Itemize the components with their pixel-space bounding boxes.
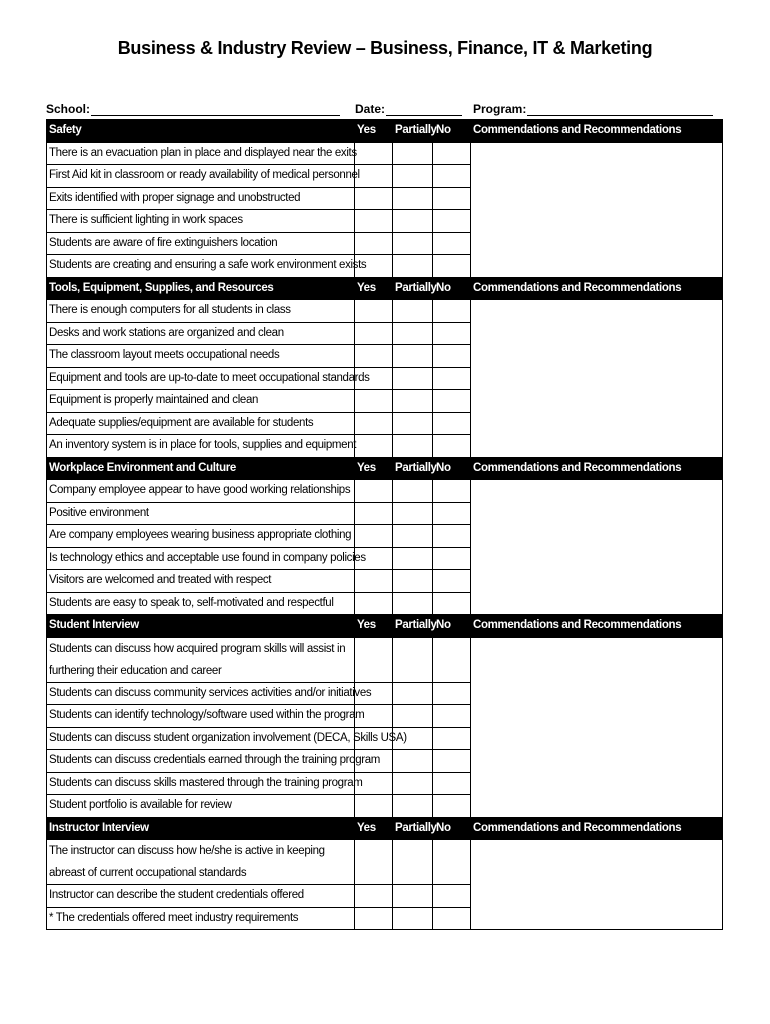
no-checkbox[interactable] (433, 165, 471, 188)
checklist-row (47, 840, 723, 885)
checklist-row (47, 637, 723, 682)
checklist-item-label: Students can discuss how acquired program skills will assist in furthering their education and career (47, 637, 355, 682)
partially-checkbox[interactable] (393, 840, 433, 885)
column-yes: Yes (355, 457, 393, 480)
section-header-safety (47, 120, 723, 143)
partially-checkbox[interactable] (393, 435, 433, 458)
no-checkbox[interactable] (433, 210, 471, 233)
checklist-item-label: Students can discuss student organization involvement (DECA, Skills USA) (47, 727, 355, 750)
column-no: No (433, 457, 471, 480)
checklist-item-label: Equipment and tools are up-to-date to meet occupational standards (47, 367, 355, 390)
section-title: Safety (47, 120, 355, 143)
partially-checkbox[interactable] (393, 525, 433, 548)
checklist-item-label: Students are aware of fire extinguishers location (47, 232, 355, 255)
partially-checkbox[interactable] (393, 367, 433, 390)
comments-box[interactable] (471, 300, 723, 458)
comments-box[interactable] (471, 480, 723, 615)
column-yes: Yes (355, 615, 393, 638)
yes-checkbox[interactable] (355, 232, 393, 255)
yes-checkbox[interactable] (355, 885, 393, 908)
yes-checkbox[interactable] (355, 480, 393, 503)
checklist-item-label: There is enough computers for all students in class (47, 300, 355, 323)
yes-checkbox[interactable] (355, 840, 393, 885)
program-field[interactable] (473, 96, 713, 116)
no-checkbox[interactable] (433, 412, 471, 435)
yes-checkbox[interactable] (355, 637, 393, 682)
checklist-item-label: Are company employees wearing business appropriate clothing (47, 525, 355, 548)
column-partially: Partially (393, 457, 433, 480)
column-comments: Commendations and Recommendations (471, 457, 723, 480)
comments-box[interactable] (471, 142, 723, 277)
column-no: No (433, 615, 471, 638)
checklist-item-label: There is sufficient lighting in work spaces (47, 210, 355, 233)
no-checkbox[interactable] (433, 592, 471, 615)
no-checkbox[interactable] (433, 840, 471, 885)
partially-checkbox[interactable] (393, 232, 433, 255)
partially-checkbox[interactable] (393, 750, 433, 773)
partially-checkbox[interactable] (393, 322, 433, 345)
date-field[interactable] (355, 96, 462, 116)
section-title: Tools, Equipment, Supplies, and Resources (47, 277, 355, 300)
checklist-row (47, 300, 723, 323)
section-title: Instructor Interview (47, 817, 355, 840)
school-field[interactable] (46, 96, 340, 116)
yes-checkbox[interactable] (355, 412, 393, 435)
yes-checkbox[interactable] (355, 435, 393, 458)
no-checkbox[interactable] (433, 547, 471, 570)
yes-checkbox[interactable] (355, 300, 393, 323)
no-checkbox[interactable] (433, 300, 471, 323)
no-checkbox[interactable] (433, 705, 471, 728)
review-table (46, 119, 723, 930)
date-blank[interactable] (386, 103, 462, 116)
checklist-item-label: There is an evacuation plan in place and displayed near the exits (47, 142, 355, 165)
comments-box[interactable] (471, 840, 723, 930)
yes-checkbox[interactable] (355, 210, 393, 233)
partially-checkbox[interactable] (393, 300, 433, 323)
yes-checkbox[interactable] (355, 322, 393, 345)
column-no: No (433, 277, 471, 300)
comments-box[interactable] (471, 637, 723, 817)
partially-checkbox[interactable] (393, 345, 433, 368)
no-checkbox[interactable] (433, 187, 471, 210)
partially-checkbox[interactable] (393, 772, 433, 795)
no-checkbox[interactable] (433, 480, 471, 503)
no-checkbox[interactable] (433, 255, 471, 278)
section-header-workplace-environment-and-culture (47, 457, 723, 480)
partially-checkbox[interactable] (393, 502, 433, 525)
page-title: Business & Industry Review – Business, Finance, IT & Marketing (117, 38, 653, 58)
partially-checkbox[interactable] (393, 255, 433, 278)
checklist-item-label: Students can discuss community services activities and/or initiatives (47, 682, 355, 705)
checklist-item-label: Visitors are welcomed and treated with respect (47, 570, 355, 593)
partially-checkbox[interactable] (393, 390, 433, 413)
no-checkbox[interactable] (433, 907, 471, 930)
no-checkbox[interactable] (433, 570, 471, 593)
yes-checkbox[interactable] (355, 907, 393, 930)
column-yes: Yes (355, 277, 393, 300)
checklist-item-label: Students are easy to speak to, self-motivated and respectful (47, 592, 355, 615)
partially-checkbox[interactable] (393, 592, 433, 615)
yes-checkbox[interactable] (355, 525, 393, 548)
checklist-item-label: The classroom layout meets occupational needs (47, 345, 355, 368)
column-partially: Partially (393, 120, 433, 143)
checklist-item-label: Students can discuss skills mastered through the training program (47, 772, 355, 795)
no-checkbox[interactable] (433, 435, 471, 458)
no-checkbox[interactable] (433, 345, 471, 368)
section-header-student-interview (47, 615, 723, 638)
yes-checkbox[interactable] (355, 502, 393, 525)
checklist-item-label: Adequate supplies/equipment are available for students (47, 412, 355, 435)
no-checkbox[interactable] (433, 727, 471, 750)
no-checkbox[interactable] (433, 885, 471, 908)
checklist-row (47, 480, 723, 503)
yes-checkbox[interactable] (355, 187, 393, 210)
column-partially: Partially (393, 817, 433, 840)
checklist-item-label: Desks and work stations are organized and clean (47, 322, 355, 345)
partially-checkbox[interactable] (393, 637, 433, 682)
yes-checkbox[interactable] (355, 795, 393, 818)
no-checkbox[interactable] (433, 322, 471, 345)
section-header-instructor-interview (47, 817, 723, 840)
yes-checkbox[interactable] (355, 390, 393, 413)
partially-checkbox[interactable] (393, 187, 433, 210)
no-checkbox[interactable] (433, 390, 471, 413)
no-checkbox[interactable] (433, 525, 471, 548)
column-partially: Partially (393, 277, 433, 300)
section-header-tools-equipment-supplies-and-resources (47, 277, 723, 300)
partially-checkbox[interactable] (393, 570, 433, 593)
column-comments: Commendations and Recommendations (471, 277, 723, 300)
checklist-item-label: Instructor can describe the student credentials offered (47, 885, 355, 908)
no-checkbox[interactable] (433, 682, 471, 705)
checklist-item-label: Company employee appear to have good working relationships (47, 480, 355, 503)
partially-checkbox[interactable] (393, 142, 433, 165)
checklist-item-label: * The credentials offered meet industry requirements (47, 907, 355, 930)
partially-checkbox[interactable] (393, 885, 433, 908)
no-checkbox[interactable] (433, 367, 471, 390)
checklist-item-label: Exits identified with proper signage and unobstructed (47, 187, 355, 210)
partially-checkbox[interactable] (393, 210, 433, 233)
program-blank[interactable] (527, 103, 713, 116)
partially-checkbox[interactable] (393, 795, 433, 818)
partially-checkbox[interactable] (393, 907, 433, 930)
date-label: Date: (355, 102, 386, 116)
partially-checkbox[interactable] (393, 165, 433, 188)
column-no: No (433, 120, 471, 143)
column-yes: Yes (355, 817, 393, 840)
column-comments: Commendations and Recommendations (471, 615, 723, 638)
section-title: Student Interview (47, 615, 355, 638)
column-partially: Partially (393, 615, 433, 638)
partially-checkbox[interactable] (393, 412, 433, 435)
no-checkbox[interactable] (433, 502, 471, 525)
checklist-item-label: Students are creating and ensuring a safe work environment exists (47, 255, 355, 278)
school-label: School: (46, 102, 90, 116)
partially-checkbox[interactable] (393, 480, 433, 503)
yes-checkbox[interactable] (355, 345, 393, 368)
checklist-item-label: First Aid kit in classroom or ready availability of medical personnel (47, 165, 355, 188)
checklist-item-label: The instructor can discuss how he/she is active in keeping abreast of current occupational standards (47, 840, 355, 885)
checklist-item-label: Is technology ethics and acceptable use found in company policies (47, 547, 355, 570)
no-checkbox[interactable] (433, 142, 471, 165)
partially-checkbox[interactable] (393, 705, 433, 728)
checklist-item-label: Students can discuss credentials earned through the training program (47, 750, 355, 773)
checklist-item-label: Students can identify technology/software used within the program (47, 705, 355, 728)
no-checkbox[interactable] (433, 232, 471, 255)
partially-checkbox[interactable] (393, 682, 433, 705)
section-title: Workplace Environment and Culture (47, 457, 355, 480)
column-comments: Commendations and Recommendations (471, 817, 723, 840)
checklist-item-label: Positive environment (47, 502, 355, 525)
yes-checkbox[interactable] (355, 165, 393, 188)
checklist-item-label: Student portfolio is available for review (47, 795, 355, 818)
checklist-item-label: Equipment is properly maintained and clean (47, 390, 355, 413)
program-label: Program: (473, 102, 527, 116)
no-checkbox[interactable] (433, 772, 471, 795)
partially-checkbox[interactable] (393, 547, 433, 570)
no-checkbox[interactable] (433, 795, 471, 818)
no-checkbox[interactable] (433, 637, 471, 682)
school-blank[interactable] (91, 103, 340, 116)
yes-checkbox[interactable] (355, 592, 393, 615)
column-no: No (433, 817, 471, 840)
column-comments: Commendations and Recommendations (471, 120, 723, 143)
column-yes: Yes (355, 120, 393, 143)
yes-checkbox[interactable] (355, 142, 393, 165)
yes-checkbox[interactable] (355, 570, 393, 593)
no-checkbox[interactable] (433, 750, 471, 773)
checklist-row (47, 142, 723, 165)
checklist-item-label: An inventory system is in place for tools, supplies and equipment (47, 435, 355, 458)
